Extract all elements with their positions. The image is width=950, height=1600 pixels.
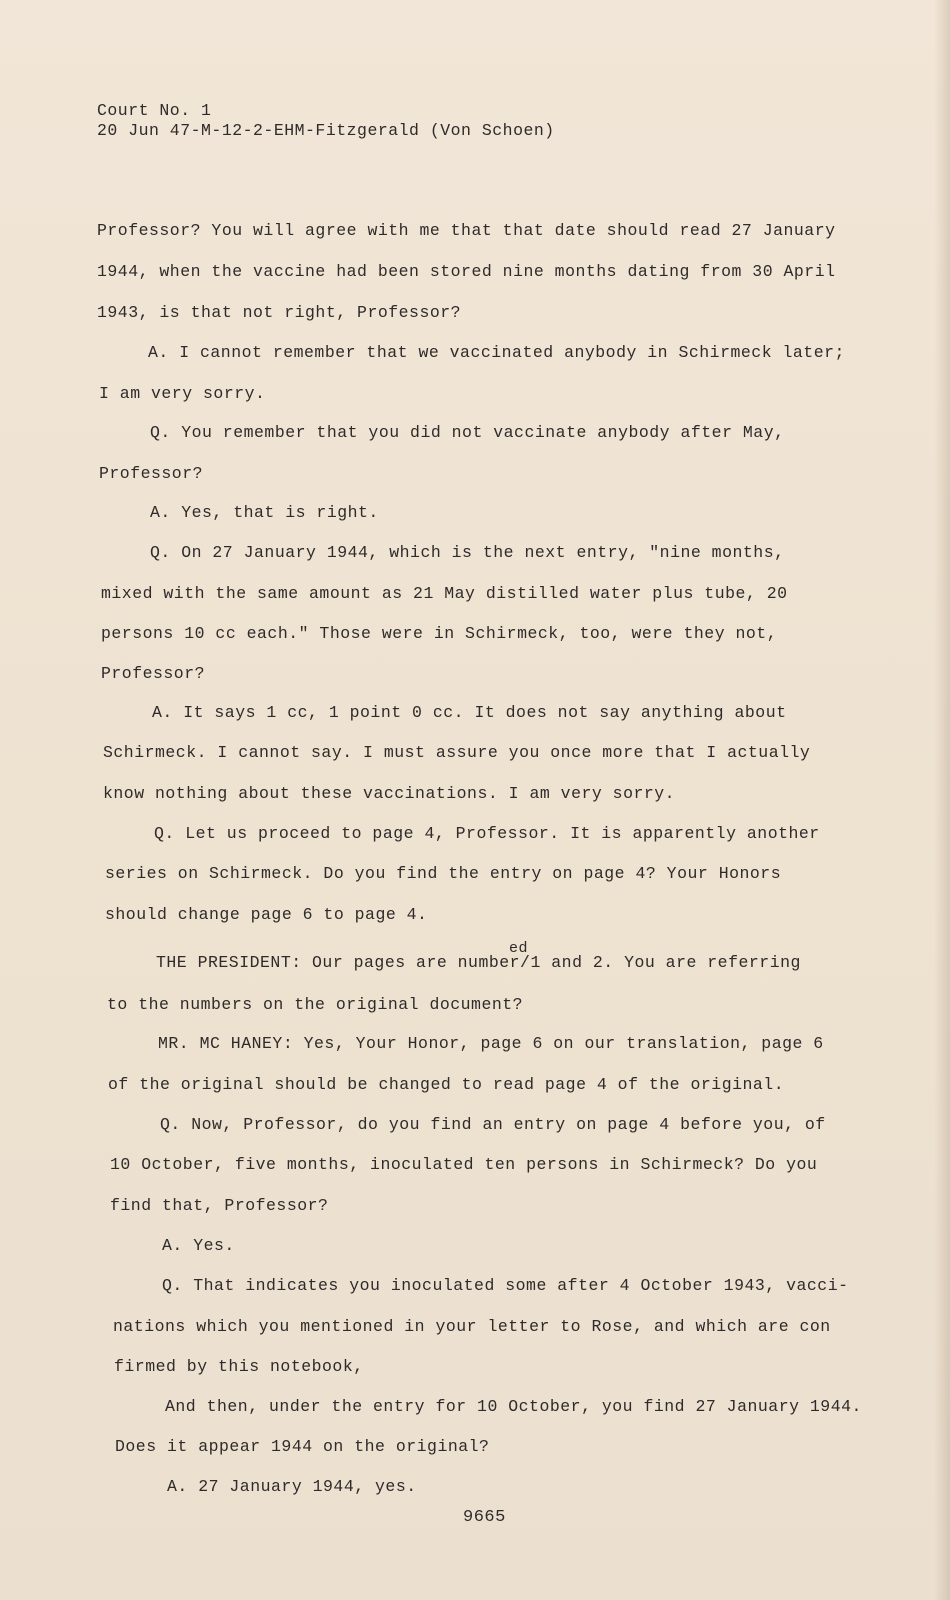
text-line: Q. Let us proceed to page 4, Professor. It is apparently another <box>154 824 820 843</box>
text-line: Q. That indicates you inoculated some after 4 October 1943, vacci- <box>162 1276 849 1295</box>
text-line: A. 27 January 1944, yes. <box>167 1477 417 1496</box>
text-line: 10 October, five months, inoculated ten persons in Schirmeck? Do you <box>110 1155 818 1174</box>
text-line: Does it appear 1944 on the original? <box>115 1437 490 1456</box>
text-line: MR. MC HANEY: Yes, Your Honor, page 6 on our translation, page 6 <box>158 1034 824 1053</box>
paper-edge-shadow <box>934 0 950 1600</box>
text-line: And then, under the entry for 10 October, you find 27 January 1944. <box>165 1397 862 1416</box>
text-line: Schirmeck. I cannot say. I must assure you once more that I actually <box>103 743 811 762</box>
text-line: should change page 6 to page 4. <box>105 905 428 924</box>
header-reference: 20 Jun 47-M-12-2-EHM-Fitzgerald (Von Schoen) <box>97 121 555 140</box>
text-line: mixed with the same amount as 21 May distilled water plus tube, 20 <box>101 584 788 603</box>
text-line: nations which you mentioned in your letter to Rose, and which are con <box>113 1317 831 1336</box>
text-line: A. I cannot remember that we vaccinated anybody in Schirmeck later; <box>148 343 845 362</box>
text-line: A. Yes. <box>162 1236 235 1255</box>
text-line: know nothing about these vaccinations. I am very sorry. <box>103 784 676 803</box>
page-number: 9665 <box>463 1508 506 1527</box>
text-line: 1944, when the vaccine had been stored nine months dating from 30 April <box>97 262 836 281</box>
text-line: Professor? You will agree with me that that date should read 27 January <box>97 221 836 240</box>
text-line: Q. You remember that you did not vaccinate anybody after May, <box>150 423 785 442</box>
text-line: persons 10 cc each." Those were in Schirmeck, too, were they not, <box>101 624 778 643</box>
text-line: to the numbers on the original document? <box>107 995 524 1014</box>
text-line: series on Schirmeck. Do you find the entry on page 4? Your Honors <box>105 864 782 883</box>
text-line: A. Yes, that is right. <box>150 503 379 522</box>
text-line: find that, Professor? <box>110 1196 329 1215</box>
text-line: firmed by this notebook, <box>114 1357 364 1376</box>
text-line: Professor? <box>101 664 206 683</box>
header-court: Court No. 1 <box>97 101 212 120</box>
handwritten-insert: ed <box>509 940 529 957</box>
text-line: Professor? <box>99 464 204 483</box>
text-line: of the original should be changed to read page 4 of the original. <box>108 1075 785 1094</box>
text-line: Q. Now, Professor, do you find an entry on page 4 before you, of <box>160 1115 826 1134</box>
text-line: 1943, is that not right, Professor? <box>97 303 462 322</box>
text-line: THE PRESIDENT: Our pages are number/1 and 2. You are referring <box>156 953 801 972</box>
text-line: A. It says 1 cc, 1 point 0 cc. It does not say anything about <box>152 703 787 722</box>
text-line: Q. On 27 January 1944, which is the next entry, "nine months, <box>150 543 785 562</box>
text-line: I am very sorry. <box>99 384 266 403</box>
